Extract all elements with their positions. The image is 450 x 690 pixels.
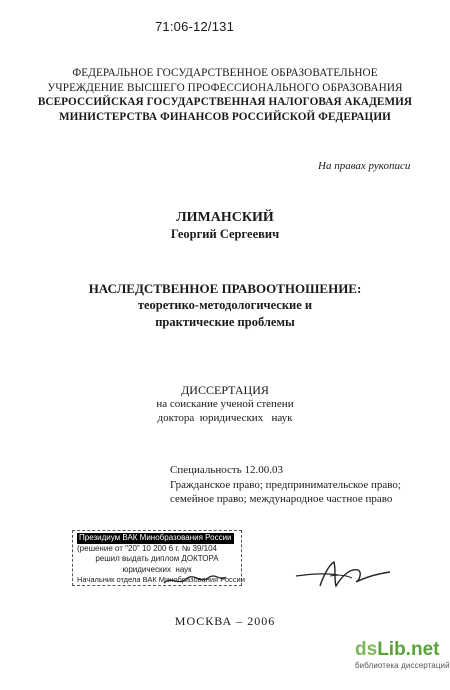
title-sub-2: практические проблемы xyxy=(155,315,295,329)
degree-block xyxy=(0,383,450,425)
watermark-logo xyxy=(355,640,450,660)
document-code: 71:06-12/131 xyxy=(155,19,235,34)
author-block xyxy=(0,210,450,242)
manuscript-note: На правах рукописи xyxy=(318,160,411,172)
place-year: МОСКВА – 2006 xyxy=(174,614,276,628)
watermark-logo-ds: ds xyxy=(355,639,378,660)
institution-line: ФЕДЕРАЛЬНОЕ ГОСУДАРСТВЕННОЕ ОБРАЗОВАТЕЛЬНОЕ xyxy=(72,67,378,79)
author-surname: ЛИМАНСКИЙ xyxy=(176,210,274,225)
stamp-line: юридических наук xyxy=(122,564,192,574)
specialty-code: Специальность 12.00.03 xyxy=(170,464,283,476)
dissertation-title xyxy=(0,280,450,331)
stamp-line: решил выдать диплом ДОКТОРА xyxy=(95,554,219,563)
specialty-line: семейное право; международное частное право xyxy=(170,493,393,505)
author-given-names: Георгий Сергеевич xyxy=(170,227,280,241)
degree-label: ДИССЕРТАЦИЯ xyxy=(181,383,269,397)
title-main: НАСЛЕДСТВЕННОЕ ПРАВООТНОШЕНИЕ: xyxy=(88,281,362,296)
stamp-header: Президиум ВАК Минобразования России xyxy=(79,533,232,542)
institution-line: ВСЕРОССИЙСКАЯ ГОСУДАРСТВЕННАЯ НАЛОГОВАЯ АКАДЕМИЯ xyxy=(37,96,413,108)
stamp-footer: Начальник отдела ВАК Минобразования России xyxy=(77,575,245,584)
institution-line: МИНИСТЕРСТВА ФИНАНСОВ РОССИЙСКОЙ ФЕДЕРАЦИИ xyxy=(59,110,391,123)
author-signature-icon xyxy=(290,556,400,592)
watermark-tagline: библиотека диссертаций xyxy=(355,661,450,670)
watermark-logo-lib: Lib.net xyxy=(377,639,440,660)
degree-line: на соискание ученой степени xyxy=(156,398,294,410)
stamp-signature-icon xyxy=(160,572,230,588)
specialty-line: Гражданское право; предпринимательское право; xyxy=(170,478,401,491)
institution-block xyxy=(0,66,450,124)
title-sub-1: теоретико-методологические и xyxy=(137,298,313,312)
watermark xyxy=(355,640,450,671)
stamp-decision: (решение от "20" 10 200 6 г. № 39/104 xyxy=(77,543,217,553)
institution-line: УЧРЕЖДЕНИЕ ВЫСШЕГО ПРОФЕССИОНАЛЬНОГО ОБРАЗОВАНИЯ xyxy=(47,81,403,94)
degree-line: доктора юридических наук xyxy=(157,412,293,424)
specialty-block xyxy=(170,463,401,507)
